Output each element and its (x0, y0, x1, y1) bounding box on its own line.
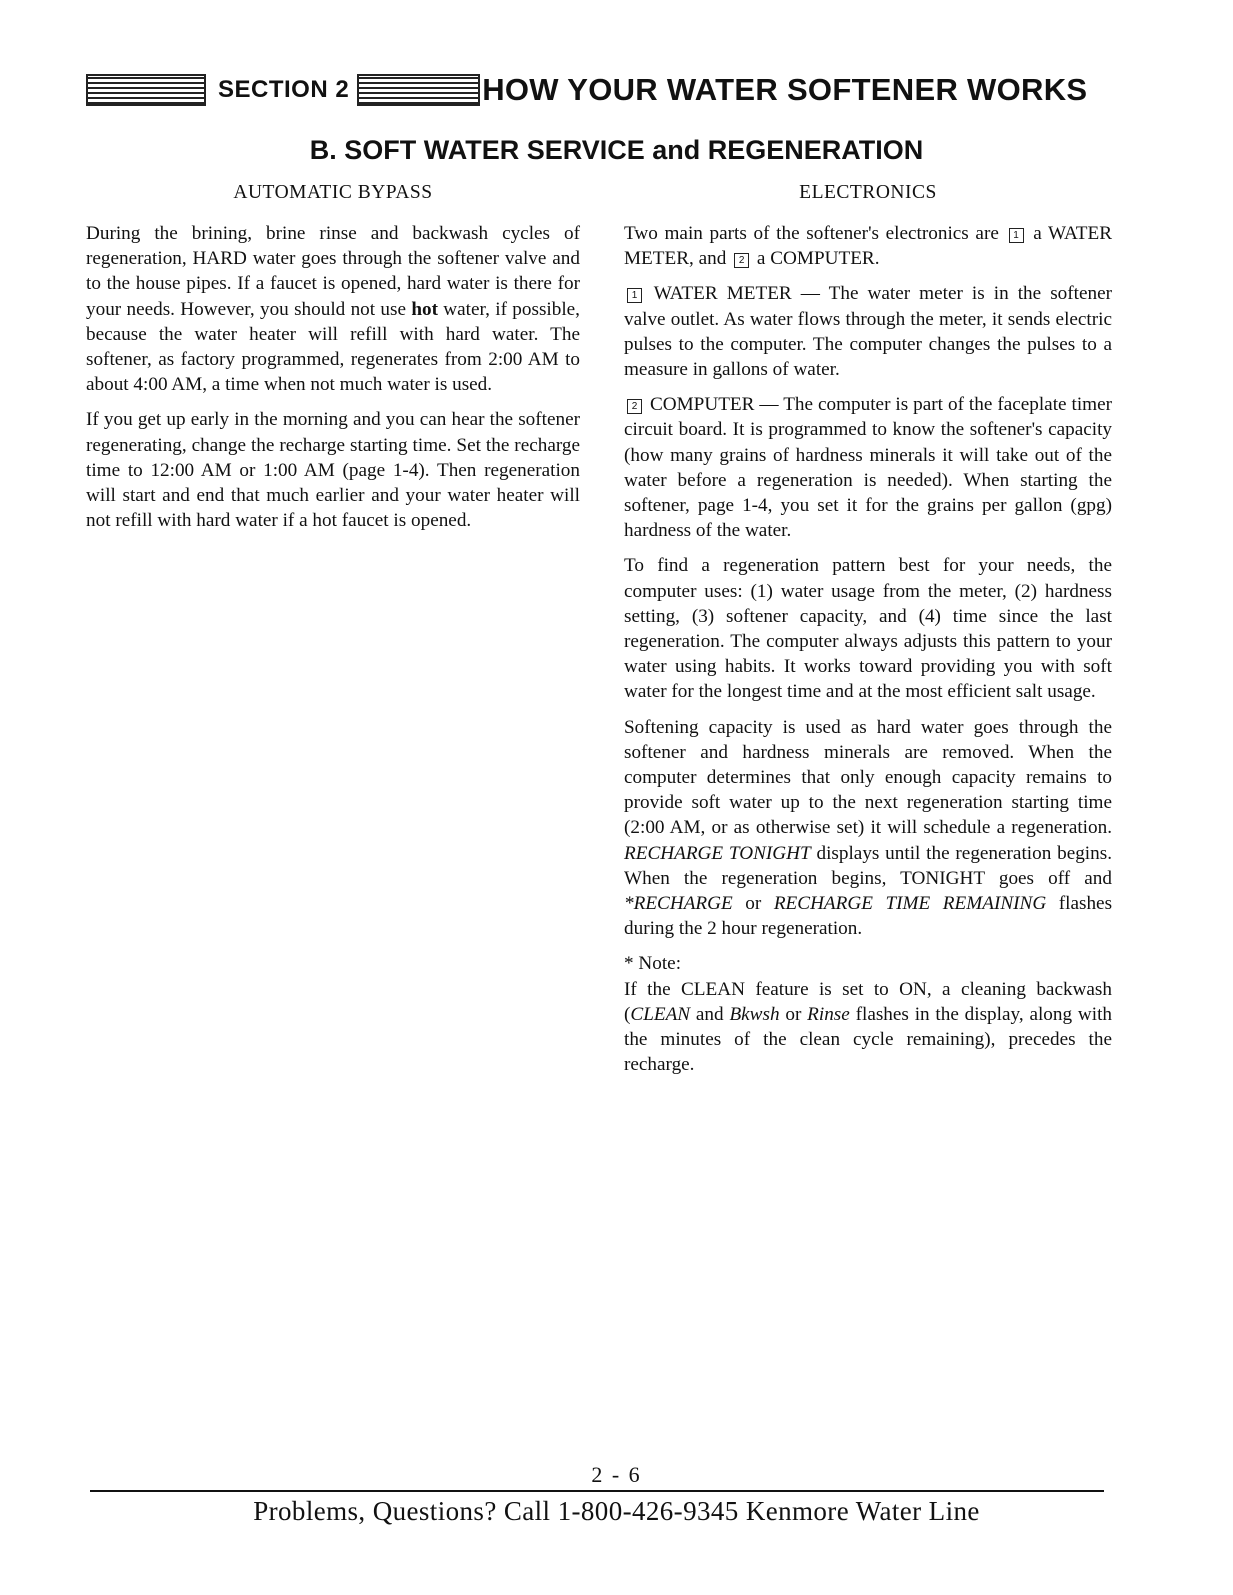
computer-text: COMPUTER — The computer is part of the faceplate timer circuit board. It is programmed to know the softener's capacity (how many grains of hardness minerals it will take out of the water before a regeneration is needed). When starting the softener, page 1-4, you set it for the grains per gallon (gpg) hardness of the water. (624, 394, 1113, 542)
bypass-paragraph-1 (86, 221, 580, 397)
footer-text: Problems, Questions? Call 1-800-426-9345 Kenmore Water Line (253, 1496, 980, 1526)
header-pattern-left (86, 74, 206, 106)
note-italic-2: Bkwsh (729, 1003, 780, 1025)
note-text-b: and (690, 1003, 730, 1025)
subheading: B. SOFT WATER SERVICE and REGENERATION (309, 135, 924, 165)
section-title: HOW YOUR WATER SOFTENER WORKS (482, 72, 1088, 107)
electronics-heading: ELECTRONICS (799, 182, 937, 203)
bypass-text-b: water, if possible, because the water heater will refill with hard water. The softener, as factory programmed, regenerates from 2:00 AM to about 4:00 AM, a time when not much water is used. (86, 298, 580, 396)
note-label: * Note: (624, 953, 682, 975)
header-pattern-middle (357, 74, 480, 106)
automatic-bypass-heading: AUTOMATIC BYPASS (233, 182, 433, 203)
softening-italic-1: RECHARGE TONIGHT (624, 842, 811, 864)
section-header (86, 68, 1126, 112)
marker-2-icon: 2 (734, 253, 749, 268)
water-meter-text: WATER METER — The water meter is in the softener valve outlet. As water flows through the meter, it sends electric pulses to the computer. The computer changes the pulses to a measure in gallons of water. (624, 283, 1112, 381)
bypass-text-bold: hot (411, 298, 438, 320)
note-italic-1: CLEAN (630, 1003, 691, 1025)
note-italic-3: Rinse (807, 1003, 850, 1025)
footer-rule (90, 1490, 1104, 1492)
intro-text-a: Two main parts of the softener's electronics are (624, 223, 999, 244)
page-number: 2 - 6 (591, 1462, 642, 1487)
note-paragraph (624, 977, 1112, 1078)
computer-paragraph (624, 392, 1112, 543)
note-text-a: If the CLEAN feature is set to ON, a cleaning backwash ( (624, 978, 1112, 1025)
note-text-c: or (779, 1003, 808, 1025)
right-column (624, 180, 1112, 1088)
marker-1-icon: 1 (627, 288, 642, 303)
bypass-text-a: During the brining, brine rinse and backwash cycles of regeneration, HARD water goes through the softener valve and to the house pipes. If a faucet is opened, hard water is there for your needs. However, you should not use (86, 223, 580, 320)
left-column (86, 180, 580, 543)
intro-text-b: a WATER METER, and (624, 223, 1112, 270)
marker-1-icon: 1 (1009, 228, 1024, 243)
softening-text-c: or (745, 893, 762, 915)
marker-2-icon: 2 (627, 399, 642, 414)
softening-text-a: Softening capacity is used as hard water goes through the softener and hardness minerals are removed. When the computer determines that only enough capacity remains to provide soft water up to the next regeneration starting time (2:00 AM, or as otherwise set) it will schedule a regeneration. (624, 716, 1112, 839)
section-label: SECTION 2 (218, 76, 350, 103)
softening-text-d: flashes during the 2 hour regeneration. (624, 893, 1113, 940)
water-meter-paragraph (624, 281, 1112, 382)
bypass-paragraph-2: If you get up early in the morning and you can hear the softener regenerating, change the recharge starting time. Set the recharge time to 12:00 AM or 1:00 AM (page 1-4). Then regeneration will start and end that much earlier and your water heater will not refill with hard water if a hot faucet is opened. (86, 409, 580, 532)
softening-italic-3: RECHARGE TIME REMAINING (773, 893, 1047, 915)
electronics-intro (624, 221, 1112, 271)
intro-text-c: a COMPUTER. (756, 248, 880, 270)
softening-text-b: displays until the regeneration begins. When the regeneration begins, TONIGHT goes off and (624, 842, 1112, 889)
regeneration-pattern-paragraph: To find a regeneration pattern best for your needs, the computer uses: (1) water usage from the meter, (2) hardness setting, (3) softener capacity, and (4) time since the last regeneration. The computer always adjusts this pattern to your water using habits. It works toward providing you with soft water for the longest time and at the most efficient salt usage. (624, 555, 1112, 703)
softening-capacity-paragraph (624, 715, 1112, 942)
note-text-d: flashes in the display, along with the minutes of the clean cycle remaining), precedes the recharge. (624, 1003, 1112, 1076)
softening-italic-2: *RECHARGE (624, 893, 733, 915)
